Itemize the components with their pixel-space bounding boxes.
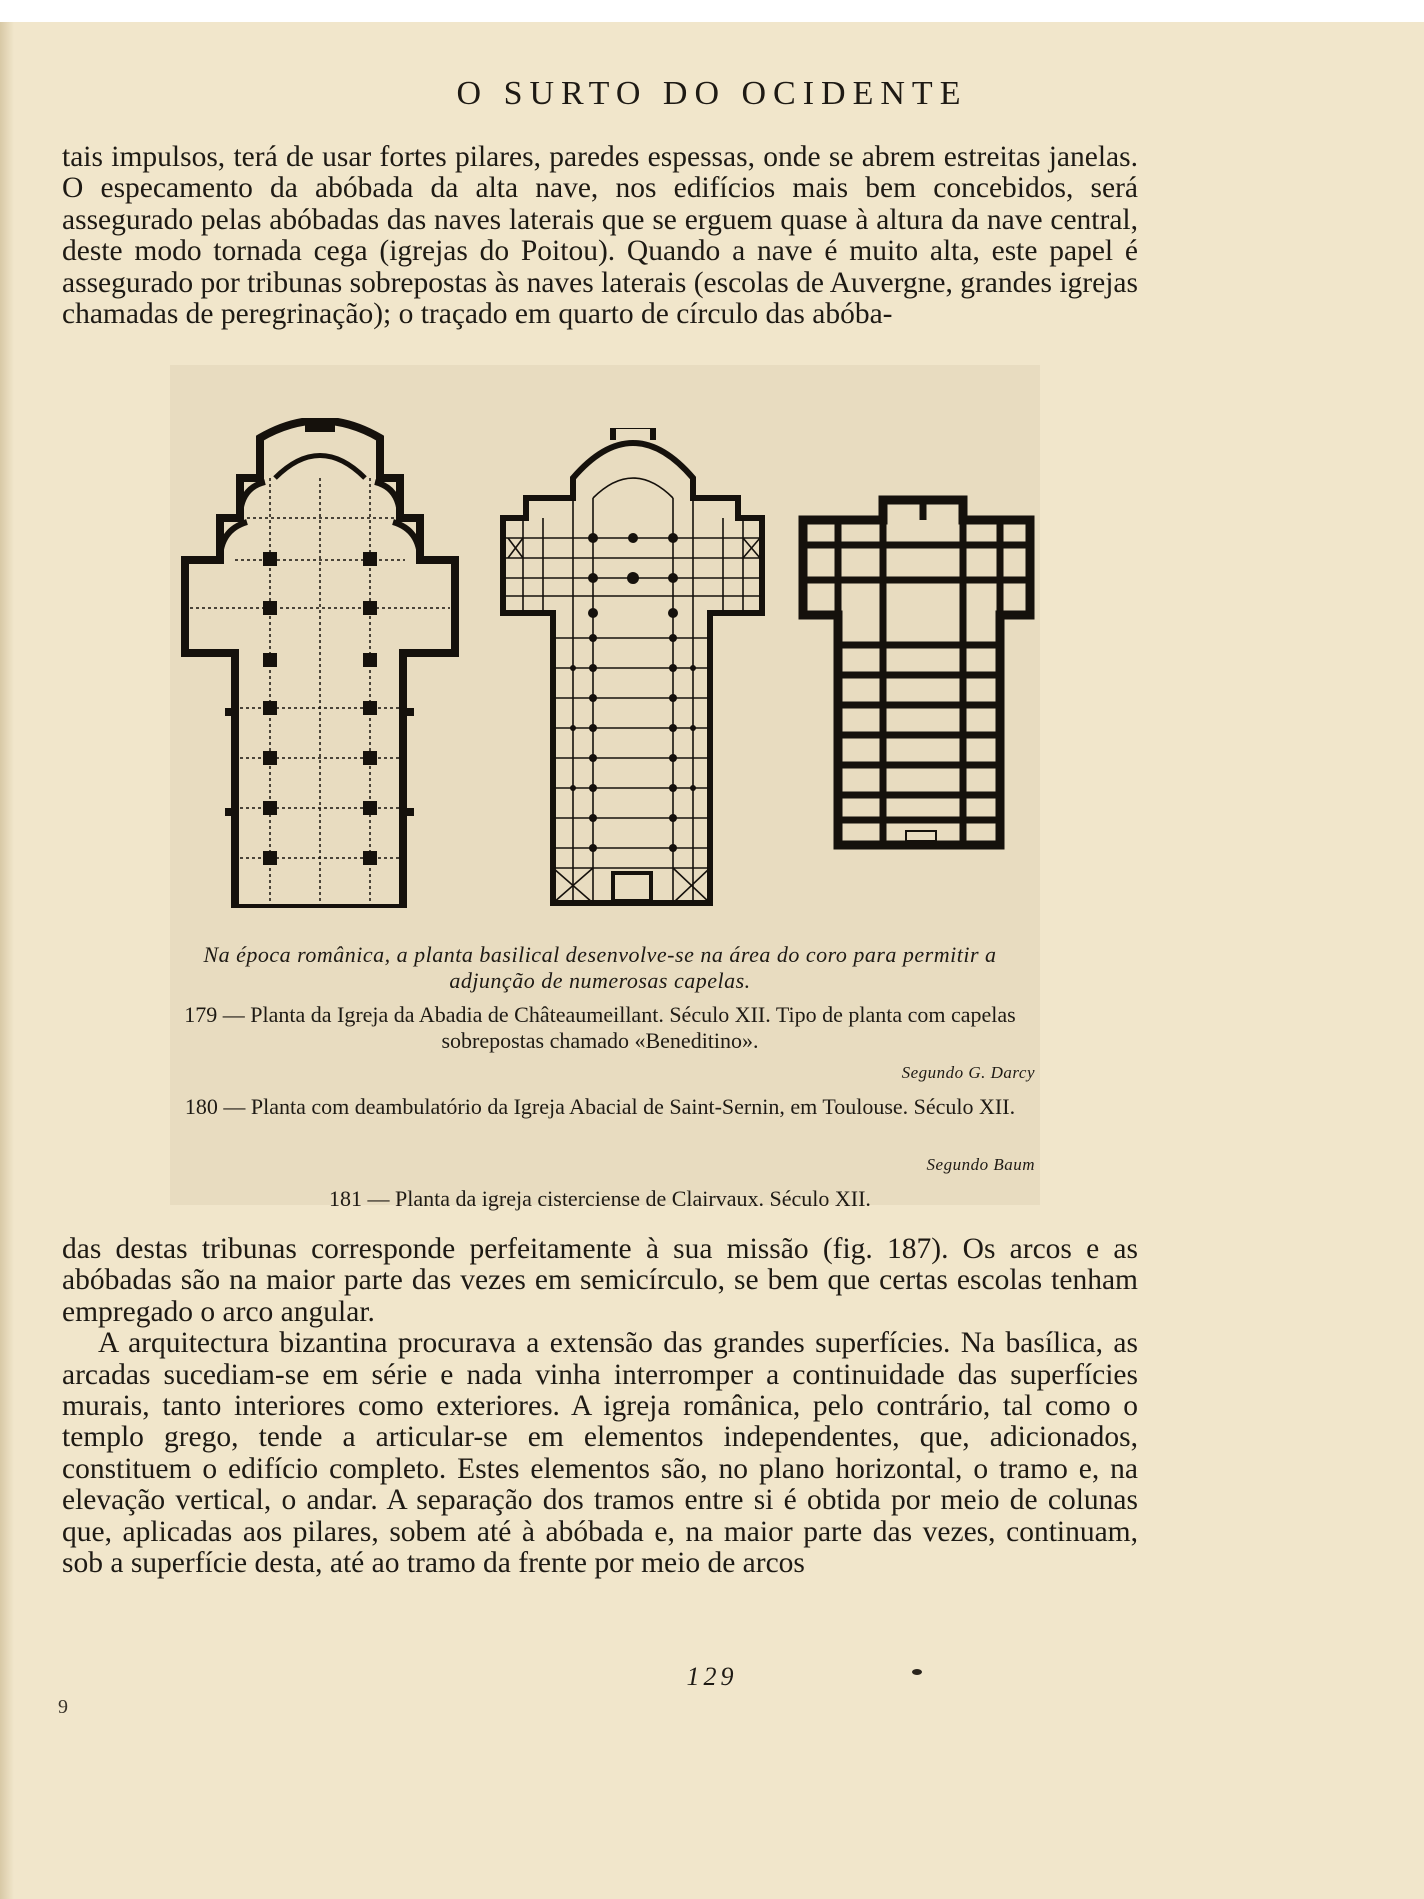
floor-plan-180	[498, 428, 768, 908]
ink-blot	[912, 1669, 922, 1675]
page-number: 129	[686, 1662, 738, 1691]
caption-181: 181 — Planta da igreja cisterciense de Clairvaux. Século XII.	[329, 1186, 871, 1211]
caption-179: 179 — Planta da Igreja da Abadia de Châteaumeillant. Século XII. Tipo de planta com capelas sobrepostas chamado «Beneditino».	[184, 1002, 1016, 1053]
floor-plan-179	[175, 418, 465, 908]
figure-caption: Na época românica, a planta basilical desenvolve-se na área do coro para permitir a adjunção de numerosas capelas.	[203, 942, 997, 993]
signature-mark: 9	[58, 1696, 68, 1718]
credit-180: Segundo Baum	[926, 1155, 1035, 1174]
credit-179: Segundo G. Darcy	[901, 1063, 1035, 1082]
floor-plan-181	[798, 495, 1038, 855]
running-head: O SURTO DO OCIDENTE	[456, 75, 968, 112]
paragraph: tais impulsos, terá de usar fortes pilares, paredes espessas, onde se abrem estreitas janelas. O especamento da abóbada da alta nave, nos edifícios mais bem concebidos, será assegurado pelas abóbadas das naves laterais que se erguem quase à altura da nave central, deste modo tornada cega (igrejas do Poitou). Quando a nave é muito alta, este papel é assegurado por tribunas sobrepostas às naves laterais (escolas de Auvergne, grandes igrejas chamadas de peregrinação); o traçado em quarto de círculo das abóba-	[62, 141, 1138, 331]
page-edge-shadow	[0, 22, 14, 1899]
plan-outline	[503, 443, 762, 903]
paragraph: das destas tribunas corresponde perfeitamente à sua missão (fig. 187). Os arcos e as abóbadas são na maior parte das vezes em semicírculo, se bem que certas escolas tenham empregado o arco angular.	[62, 1233, 1138, 1328]
body-text-bottom	[62, 1234, 1138, 1579]
paragraph: A arquitectura bizantina procurava a extensão das grandes superfícies. Na basílica, as arcadas sucediam-se em série e nada vinha interromper a continuidade das superfícies murais, tanto interiores como exteriores. A igreja românica, pelo contrário, tal como o templo grego, tende a articular-se em elementos independentes, que, adicionados, constituem o edifício completo. Estes elementos são, no plano horizontal, o tramo e, na elevação vertical, o andar. A separação dos tramos entre si é obtida por meio de colunas que, aplicadas aos pilares, sobem até à abóbada e, na maior parte das vezes, continuam, sob a superfície desta, até ao tramo da frente por meio de arcos	[62, 1327, 1138, 1580]
body-text-top	[62, 142, 1138, 330]
caption-180: 180 — Planta com deambulatório da Igreja Abacial de Saint-Sernin, em Toulouse. Século XII.	[184, 1094, 1016, 1119]
